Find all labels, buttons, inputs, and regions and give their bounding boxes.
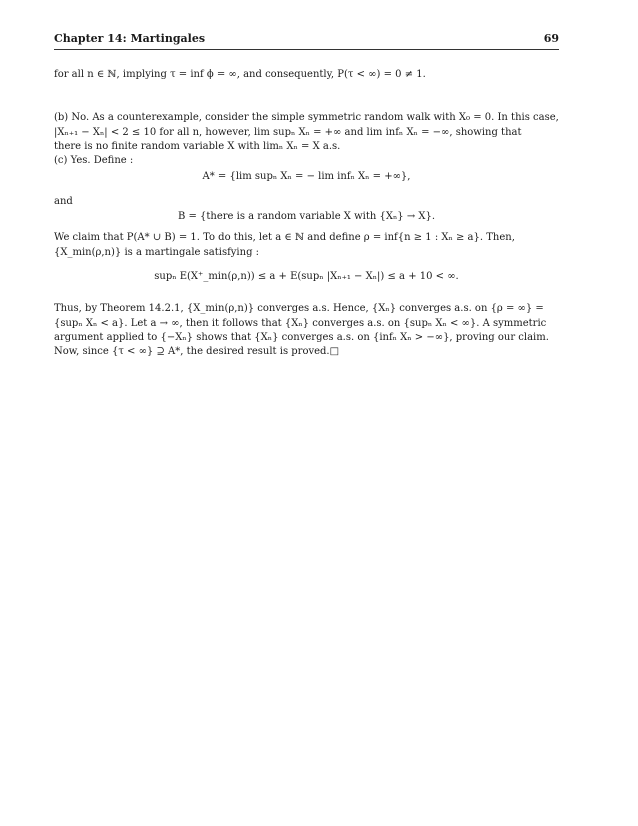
text-line: (c) Yes. Define : (54, 155, 134, 166)
page-number: 69 (543, 32, 559, 45)
text-line: We claim that P(A* ∪ B) = 1. To do this, let a ∈ ℕ and define ρ = inf{n ≥ 1 : Xₙ ≥ a}. Then, (54, 232, 515, 243)
text-line: there is no finite random variable X with limₙ Xₙ = X a.s. (54, 141, 341, 152)
header-rule (54, 49, 559, 50)
chapter-title: Chapter 14: Martingales (54, 32, 206, 45)
text-line: {X_min(ρ,n)} is a martingale satisfying : (54, 247, 260, 258)
text-line: |Xₙ₊₁ − Xₙ| < 2 ≤ 10 for all n, however, lim supₙ Xₙ = +∞ and lim infₙ Xₙ = −∞, showing that (54, 127, 522, 138)
display-equation: supₙ E(X⁺_min(ρ,n)) ≤ a + E(supₙ |Xₙ₊₁ − Xₙ|) ≤ a + 10 < ∞. (154, 271, 459, 282)
text-line: for all n ∈ ℕ, implying τ = inf ϕ = ∞, and consequently, P(τ < ∞) = 0 ≠ 1. (54, 69, 426, 80)
display-equation: B = {there is a random variable X with {Xₙ} → X}. (177, 211, 436, 222)
text-line: Thus, by Theorem 14.2.1, {X_min(ρ,n)} converges a.s. Hence, {Xₙ} converges a.s. on {ρ = ∞} = (54, 303, 544, 314)
text-line: and (54, 196, 73, 207)
page-header (54, 32, 559, 50)
text-line: {supₙ Xₙ < a}. Let a → ∞, then it follows that {Xₙ} converges a.s. on {supₙ Xₙ < ∞}. A symmetric (54, 318, 547, 329)
text-line: argument applied to {−Xₙ} shows that {Xₙ} converges a.s. on {infₙ Xₙ > −∞}, proving our claim. (54, 332, 549, 343)
display-equation: A* = {lim supₙ Xₙ = − lim infₙ Xₙ = +∞}, (202, 171, 411, 182)
text-line: (b) No. As a counterexample, consider the simple symmetric random walk with X₀ = 0. In this case, (54, 112, 559, 123)
text-line: Now, since {τ < ∞} ⊇ A*, the desired result is proved.□ (54, 346, 340, 357)
